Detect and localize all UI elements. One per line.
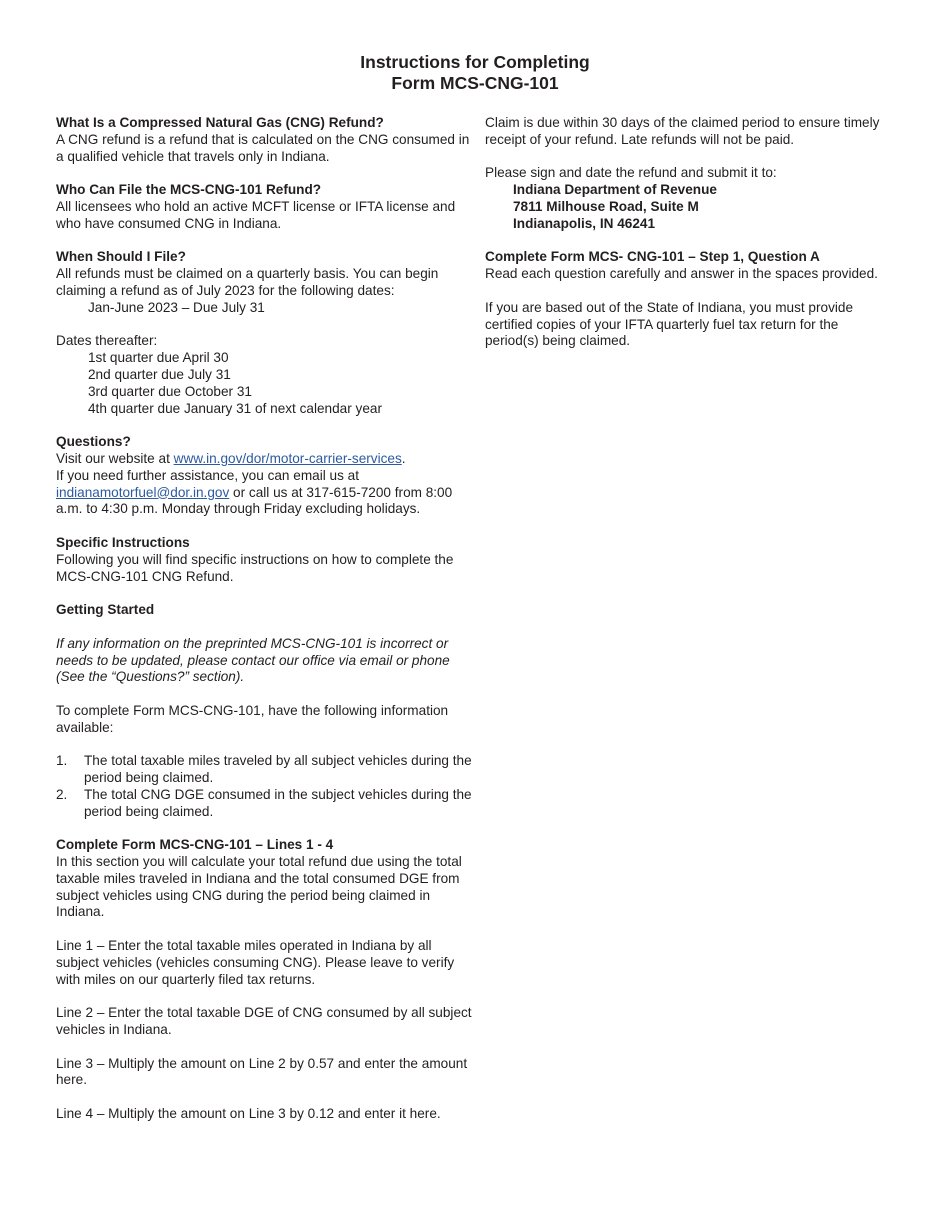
dates-thereafter-label: Dates thereafter: (56, 333, 158, 349)
assistance-text: If you need further assistance, you can email us at (56, 467, 360, 483)
section-dates-thereafter (56, 333, 472, 417)
page-title (0, 52, 950, 94)
list-item (56, 787, 472, 821)
section-getting-started (56, 602, 472, 619)
section-body: All licensees who hold an active MCFT license or IFTA license and who have consumed CNG in Indiana. (56, 198, 456, 231)
quarter-due-item: 3rd quarter due October 31 (88, 383, 252, 399)
first-period-due: Jan-June 2023 – Due July 31 (88, 299, 265, 315)
section-body: Following you will find specific instructions on how to complete the MCS-CNG-101 CNG Refund. (56, 551, 454, 584)
quarter-due-item: 2nd quarter due July 31 (88, 366, 231, 382)
line-2-instruction (56, 1005, 472, 1039)
claim-due-text: Claim is due within 30 days of the claimed period to ensure timely receipt of your refund. Late refunds will not be paid. (485, 115, 880, 147)
section-what-is-cng-refund (56, 115, 472, 165)
section-who-can-file (56, 182, 472, 232)
list-item (56, 753, 472, 787)
section-when-to-file (56, 249, 472, 316)
section-body: In this section you will calculate your total refund due using the total taxable miles traveled in Indiana and the total consumed DGE from subject vehicles using CNG during the period being claimed in Indiana. (56, 854, 462, 920)
website-intro: Visit our website at (56, 450, 174, 466)
out-of-state-text: If you are based out of the State of Indiana, you must provide certified copies of your IFTA quarterly fuel tax return for the period(s) being claimed. (485, 299, 854, 349)
section-step-1-question-a (485, 249, 895, 283)
section-heading: Getting Started (56, 602, 155, 618)
list-item-number: 2. (56, 786, 68, 802)
line-4-text: Line 4 – Multiply the amount on Line 3 by 0.12 and enter it here. (56, 1106, 441, 1122)
address-line-street: 7811 Milhouse Road, Suite M (513, 198, 699, 214)
claim-due-note (485, 115, 895, 149)
required-info-text: To complete Form MCS-CNG-101, have the following information available: (56, 702, 449, 735)
section-heading: When Should I File? (56, 249, 186, 265)
website-link[interactable]: www.in.gov/dor/motor-carrier-services (173, 450, 402, 466)
website-line (56, 451, 472, 468)
section-body: All refunds must be claimed on a quarterly basis. You can begin claiming a refund as of July 2023 for the following dates: (56, 266, 439, 298)
submission-intro: Please sign and date the refund and submit it to: (485, 165, 777, 181)
preprinted-note (56, 636, 472, 686)
submission-address-section (485, 165, 895, 232)
email-link[interactable]: indianamotorfuel@dor.in.gov (56, 484, 230, 500)
address-line-organization: Indiana Department of Revenue (513, 182, 717, 198)
line-1-instruction (56, 938, 472, 988)
line-4-instruction (56, 1106, 472, 1123)
preprinted-note-text: If any information on the preprinted MCS-CNG-101 is incorrect or needs to be updated, please contact our office via email or phone (See the “Questions?” section). (56, 635, 450, 685)
line-3-text: Line 3 – Multiply the amount on Line 2 by 0.57 and enter the amount here. (56, 1055, 468, 1088)
right-column (485, 115, 895, 367)
website-end: . (401, 450, 406, 466)
title-line-1: Instructions for Completing (360, 52, 590, 72)
quarter-due-item: 1st quarter due April 30 (88, 350, 229, 366)
section-specific-instructions (56, 535, 472, 585)
line-2-text: Line 2 – Enter the total taxable DGE of CNG consumed by all subject vehicles in Indiana. (56, 1005, 472, 1038)
list-item-text: The total CNG DGE consumed in the subject vehicles during the period being claimed. (84, 786, 472, 819)
line-1-text: Line 1 – Enter the total taxable miles operated in Indiana by all subject vehicles (vehicles consuming CNG). Please leave to verify with miles on our quarterly filed tax returns. (56, 938, 455, 987)
section-questions (56, 434, 472, 518)
list-item-text: The total taxable miles traveled by all subject vehicles during the period being claimed. (84, 753, 472, 786)
section-heading: Complete Form MCS- CNG-101 – Step 1, Question A (485, 249, 820, 265)
line-3-instruction (56, 1056, 472, 1090)
contact-line (56, 485, 472, 519)
phone-hours-text: or call us at 317-615-7200 from 8:00 a.m. to 4:30 p.m. Monday through Friday excluding holidays. (56, 484, 453, 517)
section-heading: What Is a Compressed Natural Gas (CNG) Refund? (56, 115, 384, 130)
out-of-state-note (485, 300, 895, 350)
section-heading: Questions? (56, 434, 131, 450)
section-body: A CNG refund is a refund that is calculated on the CNG consumed in a qualified vehicle that travels only in Indiana. (56, 131, 470, 164)
left-column (56, 115, 472, 1140)
list-item-number: 1. (56, 753, 68, 769)
quarter-due-item: 4th quarter due January 31 of next calendar year (88, 400, 382, 416)
address-line-city: Indianapolis, IN 46241 (513, 215, 656, 231)
required-info-intro (56, 703, 472, 737)
required-info-list (56, 753, 472, 820)
section-heading: Complete Form MCS-CNG-101 – Lines 1 - 4 (56, 837, 334, 853)
section-heading: Who Can File the MCS-CNG-101 Refund? (56, 182, 322, 198)
section-heading: Specific Instructions (56, 534, 190, 550)
section-lines-1-4 (56, 837, 472, 921)
section-body: Read each question carefully and answer in the spaces provided. (485, 266, 878, 282)
title-line-2: Form MCS-CNG-101 (391, 73, 559, 93)
